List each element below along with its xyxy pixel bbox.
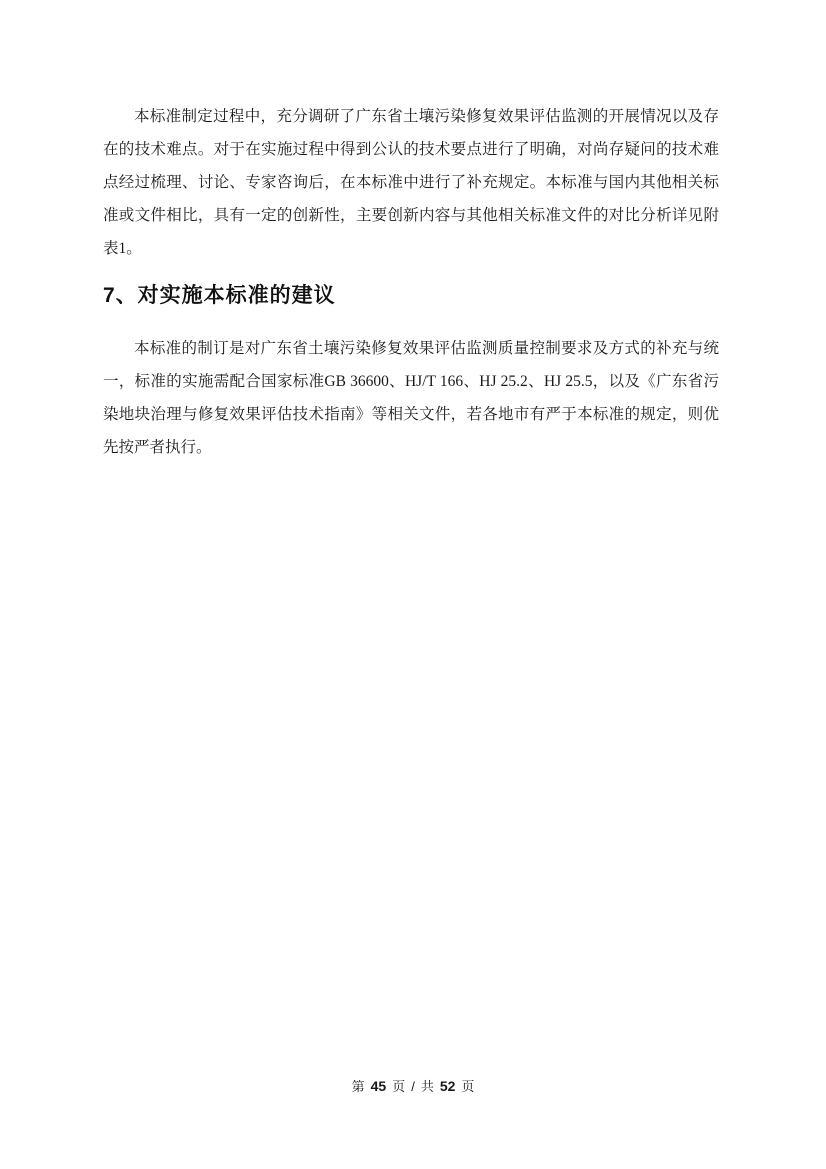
page-footer	[0, 1076, 826, 1095]
footer-total-page-number: 52	[439, 1078, 456, 1094]
page-content	[103, 100, 719, 464]
footer-total-prefix: 共	[420, 1079, 434, 1094]
footer-page-prefix: 第	[351, 1079, 365, 1094]
footer-current-page-number: 45	[370, 1078, 387, 1094]
paragraph-standard-development-overview: 本标准制定过程中，充分调研了广东省土壤污染修复效果评估监测的开展情况以及存在的技术难点。对于在实施过程中得到公认的技术要点进行了明确，对尚存疑问的技术难点经过梳理、讨论、专家咨询后，在本标准中进行了补充规定。本标准与国内其他相关标准或文件相比，具有一定的创新性，主要创新内容与其他相关标准文件的对比分析详见附表1。	[103, 108, 719, 257]
footer-page-suffix: 页	[392, 1079, 406, 1094]
footer-separator: /	[411, 1079, 415, 1094]
paragraph-implementation-suggestion: 本标准的制订是对广东省土壤污染修复效果评估监测质量控制要求及方式的补充与统一，标准的实施需配合国家标准GB 36600、HJ/T 166、HJ 25.2、HJ 25.5，以及《广东省污染地块治理与修复效果评估技术指南》等相关文件，若各地市有严于本标准的规定，则优先按严者执行。	[103, 340, 719, 456]
footer-total-suffix: 页	[461, 1079, 475, 1094]
section-heading-implementation-suggestions: 7、对实施本标准的建议	[103, 284, 336, 307]
